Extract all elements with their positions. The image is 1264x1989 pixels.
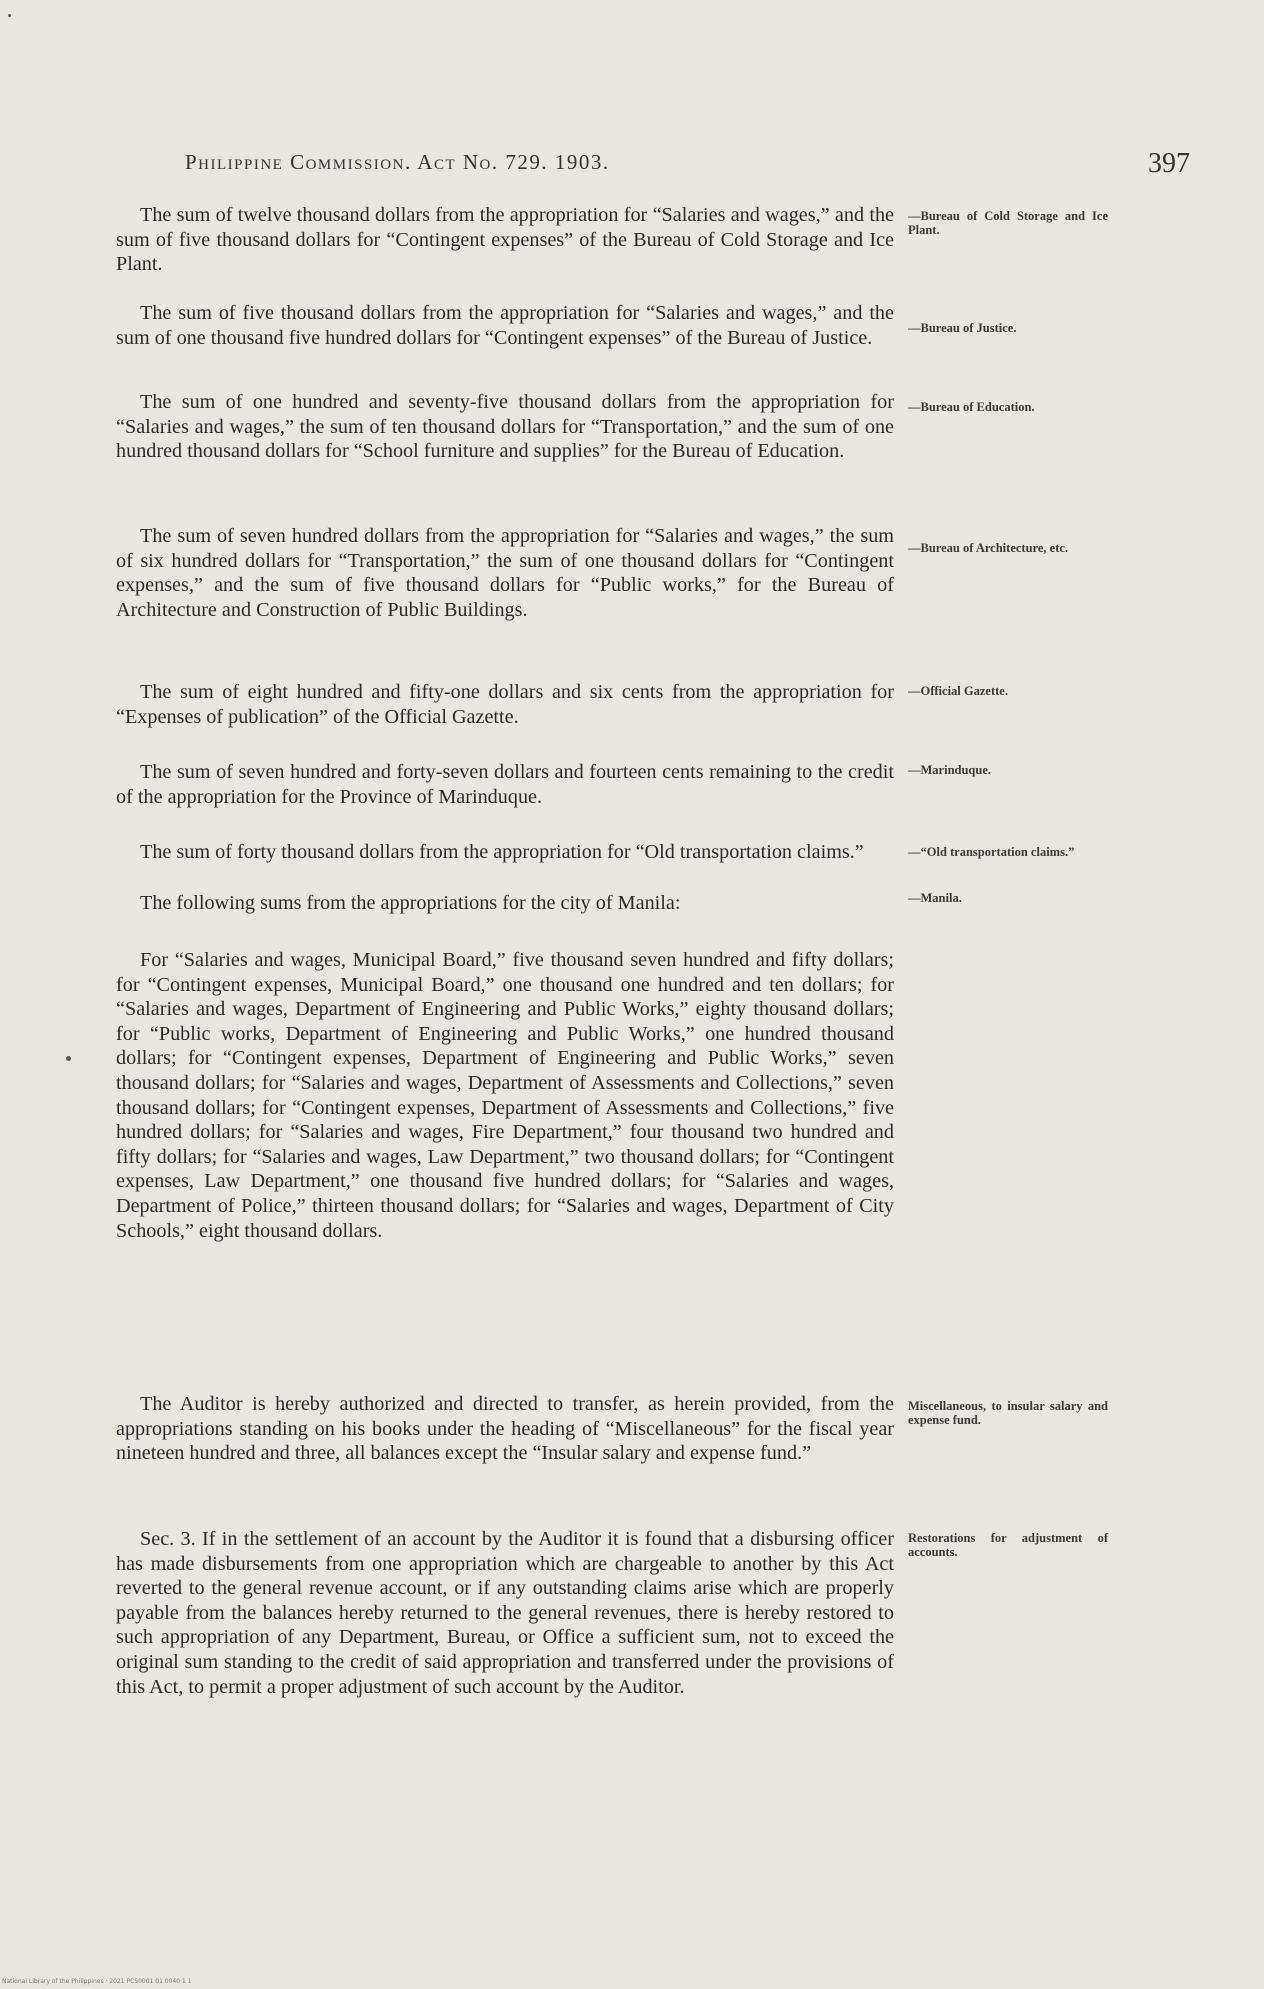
- paragraph-section-3: Sec. 3. If in the settlement of an account by the Auditor it is found that a disbursing officer has made disbursements from one appropriation which are chargeable to another by this Act reverted to the general revenue account, or if any outstanding claims arise which are properly payable from the balances hereby returned to the general revenues, there is hereby restored to such appropriation of any Department, Bureau, or Office a sufficient sum, not to exceed the original sum standing to the credit of said appropriation and transferred under the provisions of this Act, to permit a proper adjustment of such account by the Auditor.: [116, 1528, 894, 1698]
- paragraph-manila-intro: The following sums from the appropriations for the city of Manila:: [140, 892, 681, 914]
- margin-note-marinduque: —Marinduque.: [908, 763, 992, 777]
- paragraph-cold-storage: The sum of twelve thousand dollars from the appropriation for “Salaries and wages,” and the sum of five thousand dollars for “Contingent expenses” of the Bureau of Cold Storage and Ice Plant.: [116, 204, 894, 276]
- running-head: Philippine Commission. Act No. 729. 1903.: [185, 150, 610, 174]
- margin-note-architecture: —Bureau of Architecture, etc.: [908, 541, 1069, 555]
- paragraph-architecture: The sum of seven hundred dollars from the appropriation for “Salaries and wages,” the sum of six hundred dollars for “Transportation,” the sum of one thousand dollars for “Contingent expenses,” and the sum of five thousand dollars for “Public works,” for the Bureau of Architecture and Construction of Public Buildings.: [116, 525, 894, 621]
- margin-note-miscellaneous: Miscellaneous, to insular salary and expense fund.: [908, 1399, 1108, 1427]
- paragraph-education: The sum of one hundred and seventy-five thousand dollars from the appropriation for “Salaries and wages,” the sum of ten thousand dollars for “Transportation,” and the sum of one hundred thousand dollars for “School furniture and supplies” for the Bureau of Education.: [116, 391, 894, 463]
- scan-speck: [66, 1056, 71, 1061]
- page-number: 397: [1148, 148, 1190, 179]
- margin-note-cold-storage: —Bureau of Cold Storage and Ice Plant.: [908, 209, 1108, 237]
- margin-note-manila: —Manila.: [908, 891, 962, 905]
- paragraph-miscellaneous: The Auditor is hereby authorized and directed to transfer, as herein provided, from the appropriations standing on his books under the heading of “Miscellaneous” for the fiscal year nineteen hundred and three, all balances except the “Insular salary and expense fund.”: [116, 1393, 894, 1465]
- paragraph-manila-sums: For “Salaries and wages, Municipal Board,” five thousand seven hundred and fifty dollars; for “Contingent expenses, Municipal Board,” one thousand one hundred and ten dollars; for “Salaries and wages, Department of Engineering and Public Works,” eighty thousand dollars; for “Public works, Department of Engineering and Public Works,” one hundred thousand dollars; for “Contingent expenses, Department of Engineering and Public Works,” seven thousand dollars; for “Salaries and wages, Department of Assessments and Collections,” seven thousand dollars; for “Contingent expenses, Department of Assessments and Collections,” five hundred dollars; for “Salaries and wages, Fire Department,” four thousand two hundred and fifty dollars; for “Salaries and wages, Law Department,” two thousand dollars; for “Contingent expenses, Law Department,” one thousand five hundred dollars; for “Salaries and wages, Department of Police,” thirteen thousand dollars; for “Salaries and wages, Department of City Schools,” eight thousand dollars.: [116, 949, 894, 1242]
- margin-note-education: —Bureau of Education.: [908, 400, 1035, 414]
- margin-note-old-transportation: —“Old transportation claims.”: [908, 845, 1075, 859]
- footer-credit: National Library of the Philippines · 2021 PCS0001 01 0040 1 1: [2, 1978, 192, 1985]
- paragraph-marinduque: The sum of seven hundred and forty-seven dollars and fourteen cents remaining to the credit of the appropriation for the Province of Marinduque.: [116, 761, 894, 808]
- margin-note-official-gazette: —Official Gazette.: [908, 684, 1008, 698]
- paragraph-old-transportation: The sum of forty thousand dollars from the appropriation for “Old transportation claims.”: [140, 841, 864, 863]
- paragraph-official-gazette: The sum of eight hundred and fifty-one dollars and six cents from the appropriation for “Expenses of publication” of the Official Gazette.: [116, 681, 894, 728]
- margin-note-justice: —Bureau of Justice.: [908, 321, 1017, 335]
- scan-speck: [8, 14, 11, 17]
- margin-note-restorations: Restorations for adjustment of accounts.: [908, 1531, 1108, 1559]
- paragraph-justice: The sum of five thousand dollars from the appropriation for “Salaries and wages,” and the sum of one thousand five hundred dollars for “Contingent expenses” of the Bureau of Justice.: [116, 302, 894, 349]
